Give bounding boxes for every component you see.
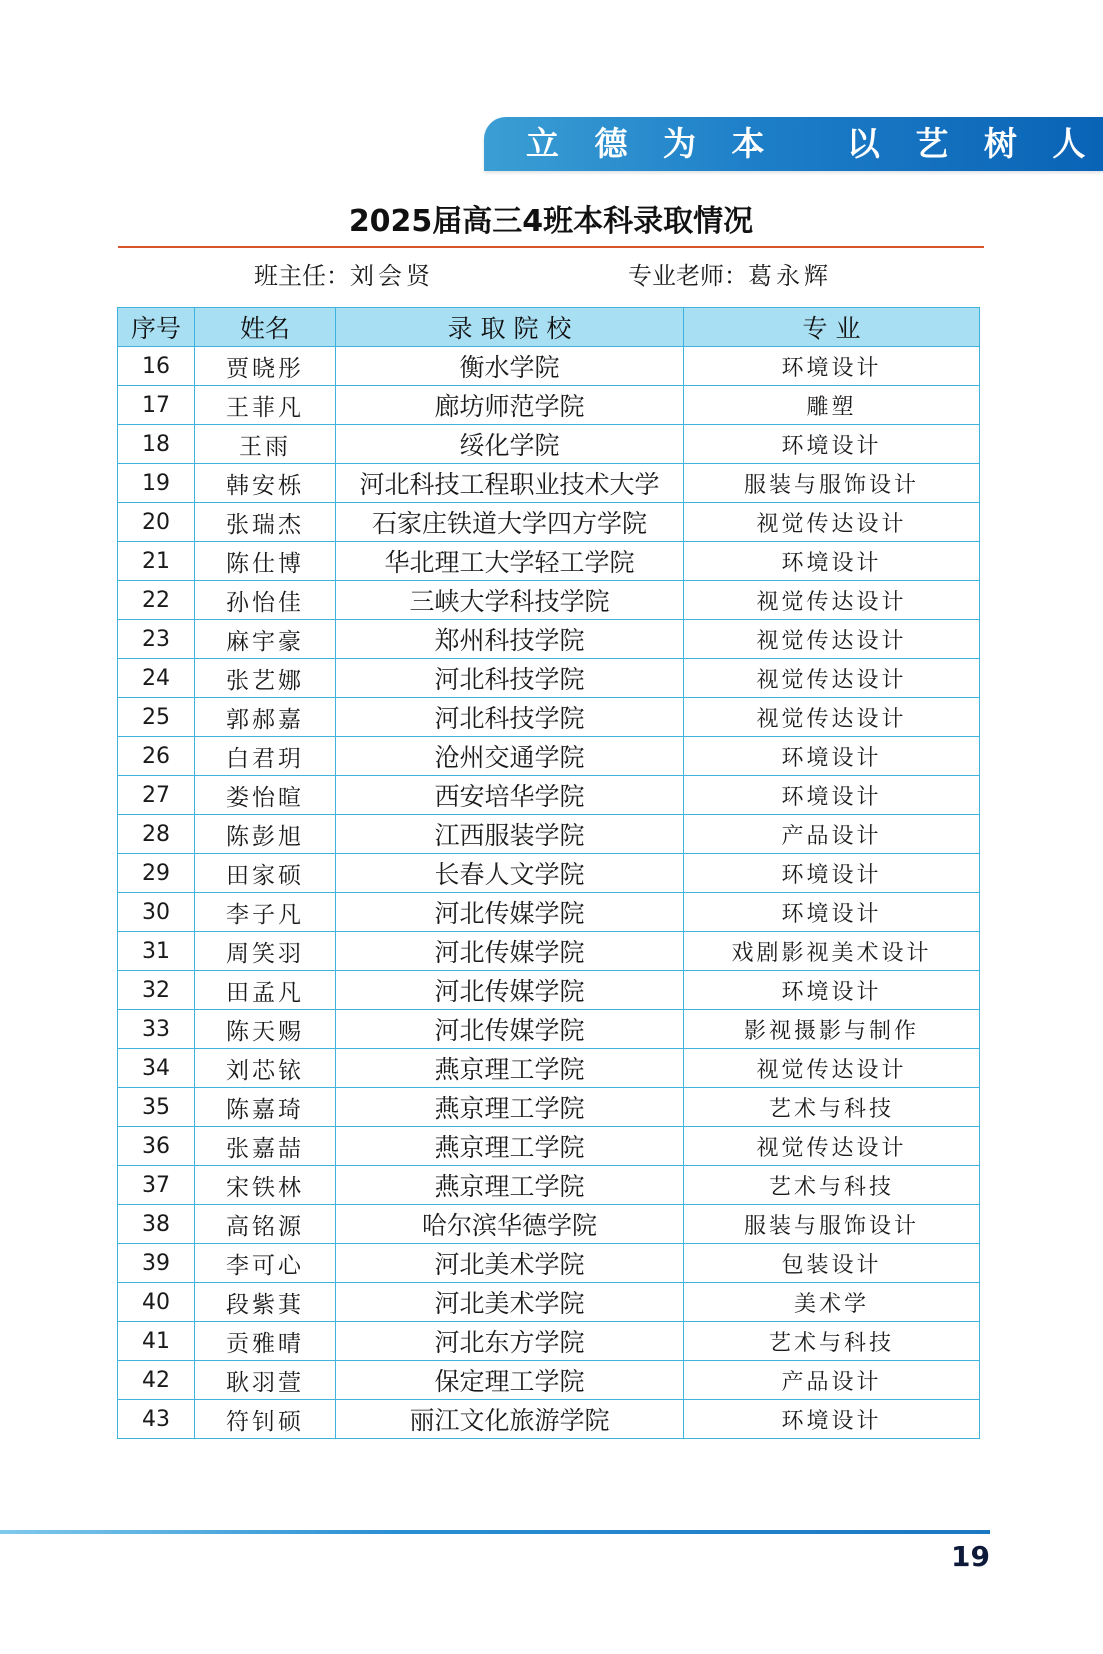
- cell-major: 环境设计: [684, 347, 980, 386]
- cell-student-name: 刘芯铱: [195, 1049, 336, 1088]
- cell-major: 环境设计: [684, 737, 980, 776]
- cell-school: 绥化学院: [336, 425, 684, 464]
- admission-table: [117, 307, 980, 1439]
- cell-major: 产品设计: [684, 815, 980, 854]
- cell-school: 河北传媒学院: [336, 971, 684, 1010]
- cell-student-name: 李子凡: [195, 893, 336, 932]
- cell-school: 三峡大学科技学院: [336, 581, 684, 620]
- cell-serial-number: 18: [118, 425, 195, 464]
- cell-serial-number: 19: [118, 464, 195, 503]
- cell-major: 艺术与科技: [684, 1322, 980, 1361]
- cell-student-name: 陈天赐: [195, 1010, 336, 1049]
- cell-student-name: 田孟凡: [195, 971, 336, 1010]
- cell-student-name: 张嘉喆: [195, 1127, 336, 1166]
- cell-major: 环境设计: [684, 776, 980, 815]
- homeroom-teacher-line: [254, 258, 434, 294]
- motto-text: 立 德 为 本 以 艺 树 人: [526, 124, 1098, 163]
- document-title: 2025届高三4班本科录取情况: [348, 204, 754, 239]
- footer-divider: [0, 1530, 990, 1534]
- cell-serial-number: 29: [118, 854, 195, 893]
- table-row: [118, 1010, 980, 1049]
- cell-serial-number: 27: [118, 776, 195, 815]
- motto-banner: [484, 117, 1103, 171]
- table-row: [118, 503, 980, 542]
- cell-major: 视觉传达设计: [684, 698, 980, 737]
- table-row: [118, 932, 980, 971]
- cell-major: 视觉传达设计: [684, 581, 980, 620]
- table-row: [118, 1322, 980, 1361]
- cell-serial-number: 43: [118, 1400, 195, 1439]
- cell-major: 环境设计: [684, 893, 980, 932]
- cell-school: 河北东方学院: [336, 1322, 684, 1361]
- cell-major: 雕塑: [684, 386, 980, 425]
- cell-serial-number: 31: [118, 932, 195, 971]
- cell-serial-number: 24: [118, 659, 195, 698]
- cell-school: 西安培华学院: [336, 776, 684, 815]
- cell-serial-number: 38: [118, 1205, 195, 1244]
- table-row: [118, 893, 980, 932]
- cell-student-name: 高铭源: [195, 1205, 336, 1244]
- cell-school: 郑州科技学院: [336, 620, 684, 659]
- cell-school: 沧州交通学院: [336, 737, 684, 776]
- header-school: 录 取 院 校: [336, 308, 684, 347]
- cell-student-name: 王菲凡: [195, 386, 336, 425]
- cell-school: 石家庄铁道大学四方学院: [336, 503, 684, 542]
- cell-student-name: 贾晓彤: [195, 347, 336, 386]
- cell-school: 保定理工学院: [336, 1361, 684, 1400]
- cell-major: 环境设计: [684, 854, 980, 893]
- homeroom-teacher-name: 刘会贤: [350, 262, 434, 290]
- cell-student-name: 陈彭旭: [195, 815, 336, 854]
- cell-major: 视觉传达设计: [684, 503, 980, 542]
- cell-serial-number: 32: [118, 971, 195, 1010]
- cell-student-name: 符钊硕: [195, 1400, 336, 1439]
- cell-school: 河北传媒学院: [336, 1010, 684, 1049]
- cell-school: 河北传媒学院: [336, 893, 684, 932]
- cell-school: 燕京理工学院: [336, 1049, 684, 1088]
- cell-student-name: 张艺娜: [195, 659, 336, 698]
- cell-serial-number: 26: [118, 737, 195, 776]
- cell-school: 燕京理工学院: [336, 1088, 684, 1127]
- cell-serial-number: 36: [118, 1127, 195, 1166]
- table-row: [118, 737, 980, 776]
- table-row: [118, 425, 980, 464]
- cell-student-name: 张瑞杰: [195, 503, 336, 542]
- cell-major: 环境设计: [684, 971, 980, 1010]
- table-header-row: [118, 308, 980, 347]
- cell-student-name: 贡雅晴: [195, 1322, 336, 1361]
- cell-major: 艺术与科技: [684, 1088, 980, 1127]
- cell-school: 华北理工大学轻工学院: [336, 542, 684, 581]
- table-row: [118, 620, 980, 659]
- cell-serial-number: 33: [118, 1010, 195, 1049]
- cell-school: 哈尔滨华德学院: [336, 1205, 684, 1244]
- table-row: [118, 698, 980, 737]
- table-row: [118, 542, 980, 581]
- cell-school: 衡水学院: [336, 347, 684, 386]
- cell-school: 河北科技工程职业技术大学: [336, 464, 684, 503]
- table-row: [118, 1244, 980, 1283]
- cell-major: 服装与服饰设计: [684, 1205, 980, 1244]
- major-teacher-label: 专业老师：: [628, 262, 748, 290]
- cell-major: 包装设计: [684, 1244, 980, 1283]
- cell-major: 环境设计: [684, 425, 980, 464]
- cell-major: 环境设计: [684, 1400, 980, 1439]
- header-name: 姓名: [195, 308, 336, 347]
- cell-student-name: 王雨: [195, 425, 336, 464]
- cell-student-name: 孙怡佳: [195, 581, 336, 620]
- cell-major: 视觉传达设计: [684, 620, 980, 659]
- cell-school: 河北科技学院: [336, 659, 684, 698]
- table-row: [118, 1361, 980, 1400]
- cell-serial-number: 37: [118, 1166, 195, 1205]
- major-teacher-name: 葛永辉: [748, 262, 832, 290]
- cell-major: 视觉传达设计: [684, 659, 980, 698]
- cell-school: 燕京理工学院: [336, 1127, 684, 1166]
- cell-serial-number: 20: [118, 503, 195, 542]
- table-row: [118, 776, 980, 815]
- cell-serial-number: 22: [118, 581, 195, 620]
- cell-serial-number: 34: [118, 1049, 195, 1088]
- cell-school: 丽江文化旅游学院: [336, 1400, 684, 1439]
- cell-student-name: 韩安栎: [195, 464, 336, 503]
- cell-student-name: 陈嘉琦: [195, 1088, 336, 1127]
- admission-table-wrapper: [117, 307, 980, 1439]
- cell-school: 河北科技学院: [336, 698, 684, 737]
- cell-serial-number: 17: [118, 386, 195, 425]
- cell-school: 河北传媒学院: [336, 932, 684, 971]
- cell-student-name: 娄怡暄: [195, 776, 336, 815]
- cell-student-name: 段紫萁: [195, 1283, 336, 1322]
- cell-serial-number: 25: [118, 698, 195, 737]
- table-row: [118, 815, 980, 854]
- cell-student-name: 田家硕: [195, 854, 336, 893]
- cell-school: 长春人文学院: [336, 854, 684, 893]
- cell-school: 河北美术学院: [336, 1283, 684, 1322]
- cell-major: 艺术与科技: [684, 1166, 980, 1205]
- cell-major: 环境设计: [684, 542, 980, 581]
- table-row: [118, 854, 980, 893]
- table-row: [118, 1049, 980, 1088]
- table-body: [118, 347, 980, 1439]
- table-row: [118, 386, 980, 425]
- table-row: [118, 1088, 980, 1127]
- cell-school: 燕京理工学院: [336, 1166, 684, 1205]
- cell-student-name: 白君玥: [195, 737, 336, 776]
- cell-serial-number: 41: [118, 1322, 195, 1361]
- table-row: [118, 971, 980, 1010]
- cell-major: 视觉传达设计: [684, 1049, 980, 1088]
- cell-serial-number: 21: [118, 542, 195, 581]
- cell-serial-number: 16: [118, 347, 195, 386]
- cell-major: 戏剧影视美术设计: [684, 932, 980, 971]
- cell-student-name: 周笑羽: [195, 932, 336, 971]
- table-row: [118, 1283, 980, 1322]
- cell-school: 廊坊师范学院: [336, 386, 684, 425]
- cell-student-name: 耿羽萱: [195, 1361, 336, 1400]
- table-row: [118, 1400, 980, 1439]
- cell-student-name: 李可心: [195, 1244, 336, 1283]
- homeroom-teacher-label: 班主任：: [254, 262, 350, 290]
- cell-major: 产品设计: [684, 1361, 980, 1400]
- major-teacher-line: [628, 258, 832, 294]
- table-row: [118, 464, 980, 503]
- table-row: [118, 347, 980, 386]
- header-serial-number: 序号: [118, 308, 195, 347]
- cell-student-name: 麻宇豪: [195, 620, 336, 659]
- cell-serial-number: 40: [118, 1283, 195, 1322]
- table-row: [118, 659, 980, 698]
- cell-student-name: 陈仕博: [195, 542, 336, 581]
- page-number: 19: [951, 1540, 990, 1573]
- cell-serial-number: 28: [118, 815, 195, 854]
- cell-major: 美术学: [684, 1283, 980, 1322]
- table-row: [118, 1127, 980, 1166]
- cell-school: 江西服装学院: [336, 815, 684, 854]
- cell-major: 视觉传达设计: [684, 1127, 980, 1166]
- cell-student-name: 郭郝嘉: [195, 698, 336, 737]
- title-divider: [118, 246, 984, 248]
- cell-major: 影视摄影与制作: [684, 1010, 980, 1049]
- table-row: [118, 1205, 980, 1244]
- cell-serial-number: 39: [118, 1244, 195, 1283]
- cell-major: 服装与服饰设计: [684, 464, 980, 503]
- cell-serial-number: 35: [118, 1088, 195, 1127]
- table-row: [118, 581, 980, 620]
- cell-serial-number: 23: [118, 620, 195, 659]
- header-major: 专 业: [684, 308, 980, 347]
- cell-serial-number: 30: [118, 893, 195, 932]
- cell-student-name: 宋铁林: [195, 1166, 336, 1205]
- table-row: [118, 1166, 980, 1205]
- cell-serial-number: 42: [118, 1361, 195, 1400]
- cell-school: 河北美术学院: [336, 1244, 684, 1283]
